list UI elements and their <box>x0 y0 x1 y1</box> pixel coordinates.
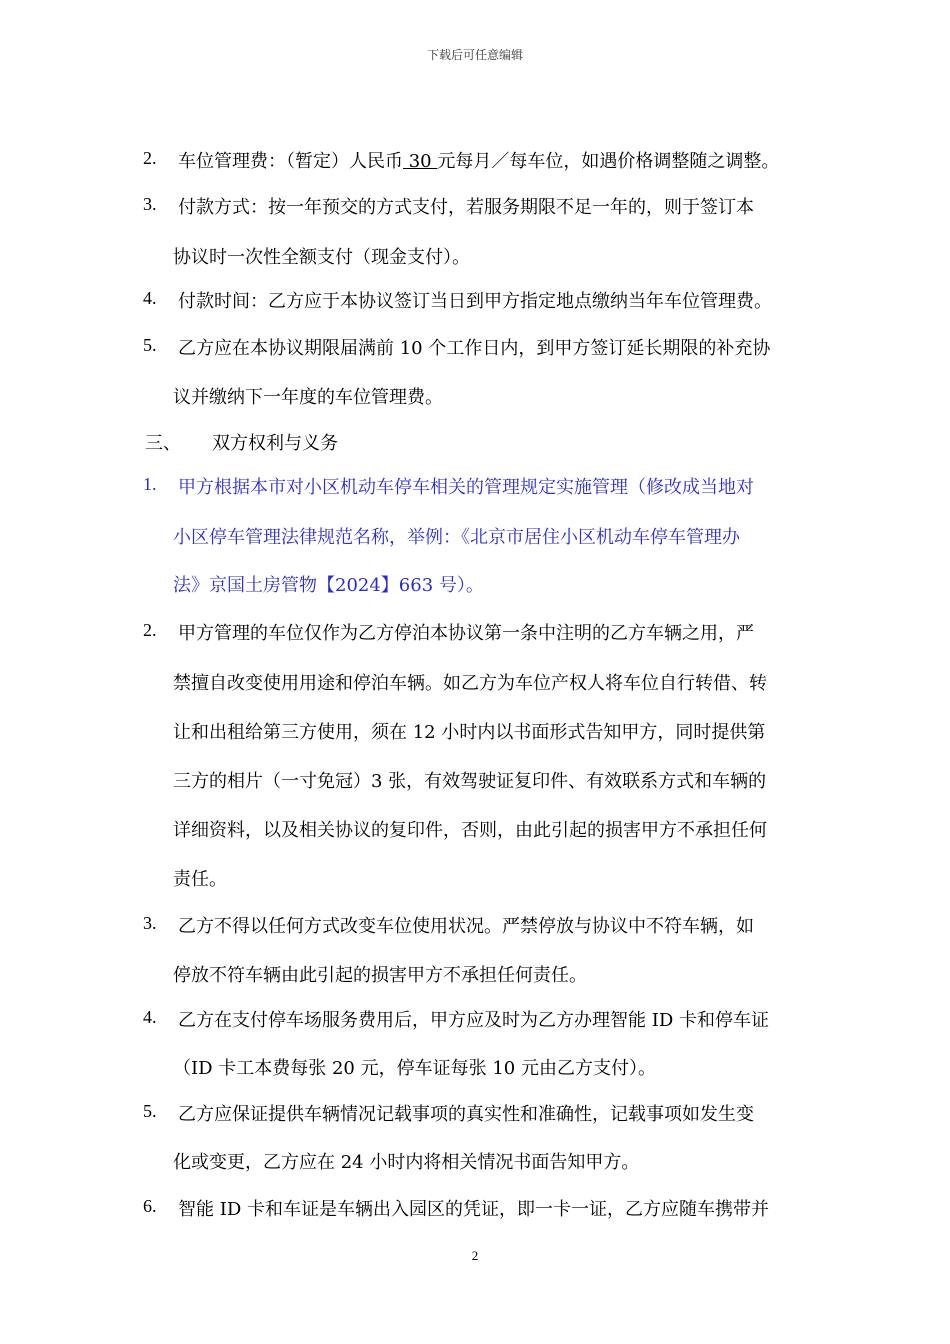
list-number: 6. <box>143 1196 157 1216</box>
fee-amount: 30 <box>403 151 438 172</box>
paragraph-line: 乙方应保证提供车辆情况记载事项的真实性和准确性，记载事项如发生变 <box>178 1104 754 1125</box>
page-number: 2 <box>471 1248 479 1263</box>
list-number: 4. <box>143 288 157 308</box>
section-title: 双方权利与义务 <box>212 433 338 454</box>
paragraph-line: 议并缴纳下一年度的车位管理费。 <box>173 387 443 408</box>
paragraph-line: 详细资料，以及相关协议的复印件，否则，由此引起的损害甲方不承担任何 <box>173 820 767 841</box>
paragraph-line: 停放不符车辆由此引起的损害甲方不承担任何责任。 <box>173 965 587 986</box>
paragraph-line: 小区停车管理法律规范名称，举例：《北京市居住小区机动车停车管理办 <box>173 527 740 548</box>
paragraph-line: 法》京国土房管物【2024】663 号）。 <box>173 575 484 596</box>
fee-suffix: 元每月／每车位，如遇价格调整随之调整。 <box>437 151 780 172</box>
fee-prefix: 车位管理费：（暂定）人民币 <box>178 151 403 172</box>
paragraph-line: 乙方在支付停车场服务费用后，甲方应及时为乙方办理智能 ID 卡和停车证 <box>178 1010 769 1031</box>
list-number: 5. <box>143 1101 157 1121</box>
paragraph-line: （ID 卡工本费每张 20 元，停车证每张 10 元由乙方支付）。 <box>173 1058 656 1079</box>
paragraph-line <box>178 147 779 173</box>
paragraph-line: 付款方式：按一年预交的方式支付，若服务期限不足一年的，则于签订本 <box>178 197 754 218</box>
list-number: 4. <box>143 1007 157 1027</box>
paragraph-line: 协议时一次性全额支付（现金支付）。 <box>173 247 470 268</box>
paragraph-line: 让和出租给第三方使用，须在 12 小时内以书面形式告知甲方，同时提供第 <box>173 722 766 743</box>
paragraph-line: 甲方管理的车位仅作为乙方停泊本协议第一条中注明的乙方车辆之用，严 <box>178 623 754 644</box>
paragraph-line: 乙方不得以任何方式改变车位使用状况。严禁停放与协议中不符车辆，如 <box>178 916 754 937</box>
paragraph-line: 责任。 <box>173 869 227 890</box>
list-number: 1. <box>143 474 157 494</box>
paragraph-line: 付款时间：乙方应于本协议签订当日到甲方指定地点缴纳当年车位管理费。 <box>178 291 772 312</box>
list-number: 2. <box>143 620 157 640</box>
list-number: 3. <box>143 913 157 933</box>
list-number: 2. <box>143 148 157 168</box>
section-number: 三、 <box>145 433 181 454</box>
paragraph-line: 化或变更，乙方应在 24 小时内将相关情况书面告知甲方。 <box>173 1152 640 1173</box>
paragraph-line: 智能 ID 卡和车证是车辆出入园区的凭证，即一卡一证，乙方应随车携带并 <box>178 1199 769 1220</box>
list-number: 3. <box>143 194 157 214</box>
paragraph-line: 禁擅自改变使用用途和停泊车辆。如乙方为车位产权人将车位自行转借、转 <box>173 673 767 694</box>
paragraph-line: 三方的相片（一寸免冠）3 张，有效驾驶证复印件、有效联系方式和车辆的 <box>173 771 767 792</box>
page-header: 下载后可任意编辑 <box>426 48 523 62</box>
list-number: 5. <box>143 335 157 355</box>
paragraph-line: 乙方应在本协议期限届满前 10 个工作日内，到甲方签订延长期限的补充协 <box>178 338 771 359</box>
paragraph-line: 甲方根据本市对小区机动车停车相关的管理规定实施管理（修改成当地对 <box>178 477 754 498</box>
